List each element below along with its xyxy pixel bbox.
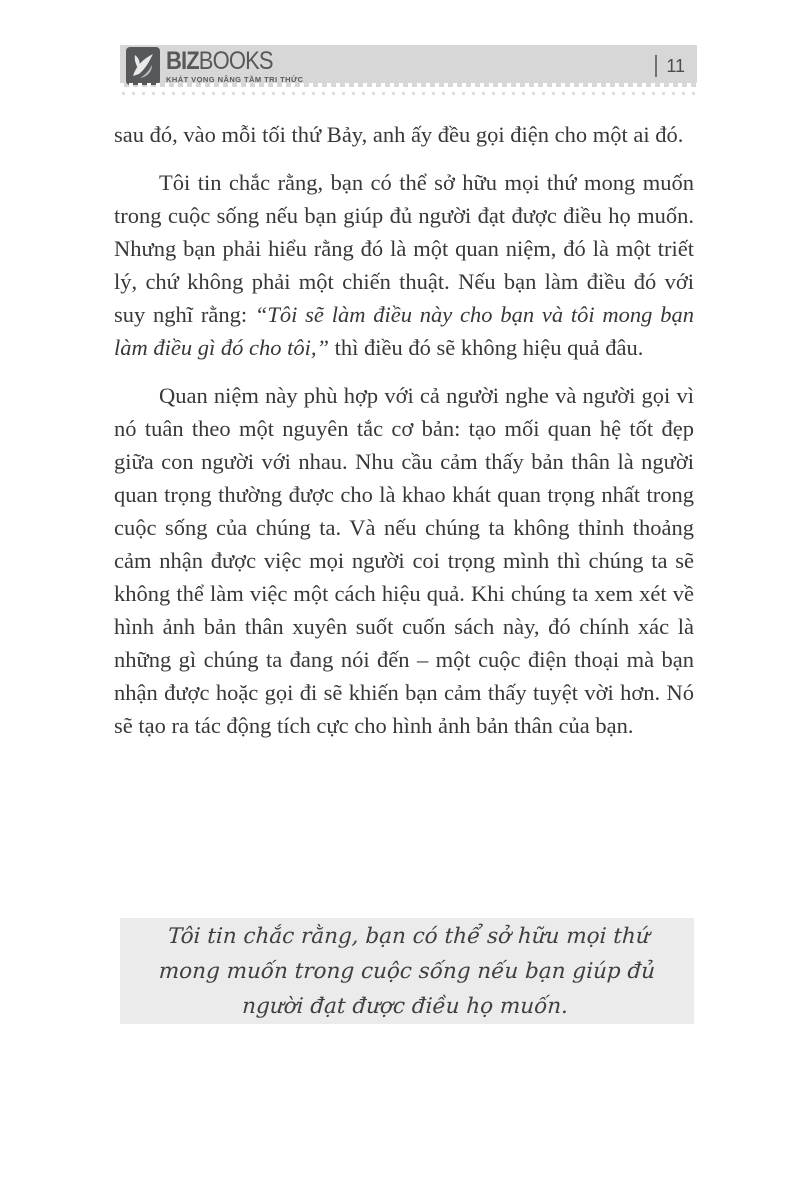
paragraph-segment: Quan niệm này phù hợp với cả người nghe và người gọi vì nó tuân theo một nguyên tắc cơ bản: tạo mối quan hệ tốt đẹp giữa con người với nhau. Nhu cầu cảm thấy bản thân là người quan trọng thường được cho là khao khát quan trọng nhất trong cuộc sống của chúng ta. Và nếu chúng ta không thỉnh thoảng cảm nhận được việc mọi người coi trọng mình thì chúng ta sẽ không thể làm việc một cách hiệu quả. Khi chúng ta xem xét về hình ảnh bản thân xuyên suốt cuốn sách này, đó chính xác là những gì chúng ta đang nói đến – một cuộc điện thoại mà bạn nhận được hoặc gọi đi sẽ khiến bạn cảm thấy tuyệt vời hơn. Nó sẽ tạo ra tác động tích cực cho hình ảnh bản thân của bạn. xyxy=(114,383,694,738)
quote-text: Tôi tin chắc rằng, bạn có thể sở hữu mọi thứ mong muốn trong cuộc sống nếu bạn giúp đủ người đạt được điều họ muốn. xyxy=(158,923,656,1019)
bizbooks-bird-icon xyxy=(126,47,160,85)
paragraph xyxy=(114,118,694,151)
brand-name-biz: BIZ xyxy=(166,46,199,75)
paragraph-segment: Tôi tin chắc rằng, bạn có thể sở hữu mọi thứ mong muốn trong cuộc sống nếu bạn giúp đủ người đạt được điều họ muốn. Nhưng bạn phải hiểu rằng đó là một quan niệm, đó là một triết lý, chứ không phải một chiến thuật. Nếu bạn làm điều đó với suy nghĩ rằng: xyxy=(114,170,694,327)
publisher-tagline: KHÁT VỌNG NÂNG TẦM TRI THỨC xyxy=(166,74,304,84)
logo-text-column xyxy=(166,46,304,84)
brand-name-books: BOOKS xyxy=(198,46,273,75)
publisher-logo xyxy=(126,47,304,85)
paragraph-italic-segment: “Tôi sẽ làm điều này cho bạn và tôi mong bạn làm điều gì đó cho tôi,” xyxy=(114,302,694,360)
page-number-value: 11 xyxy=(666,55,685,76)
paragraph xyxy=(114,166,694,364)
paragraph xyxy=(114,379,694,742)
page-number-divider xyxy=(655,55,657,77)
publisher-header-band xyxy=(120,45,697,87)
paragraph-segment: thì điều đó sẽ không hiệu quả đâu. xyxy=(329,335,644,360)
paragraph-segment: sau đó, vào mỗi tối thứ Bảy, anh ấy đều gọi điện cho một ai đó. xyxy=(114,122,684,147)
brand-name xyxy=(166,46,287,75)
page-content xyxy=(114,118,694,757)
quote-box xyxy=(120,918,694,1024)
page-number xyxy=(655,55,685,77)
